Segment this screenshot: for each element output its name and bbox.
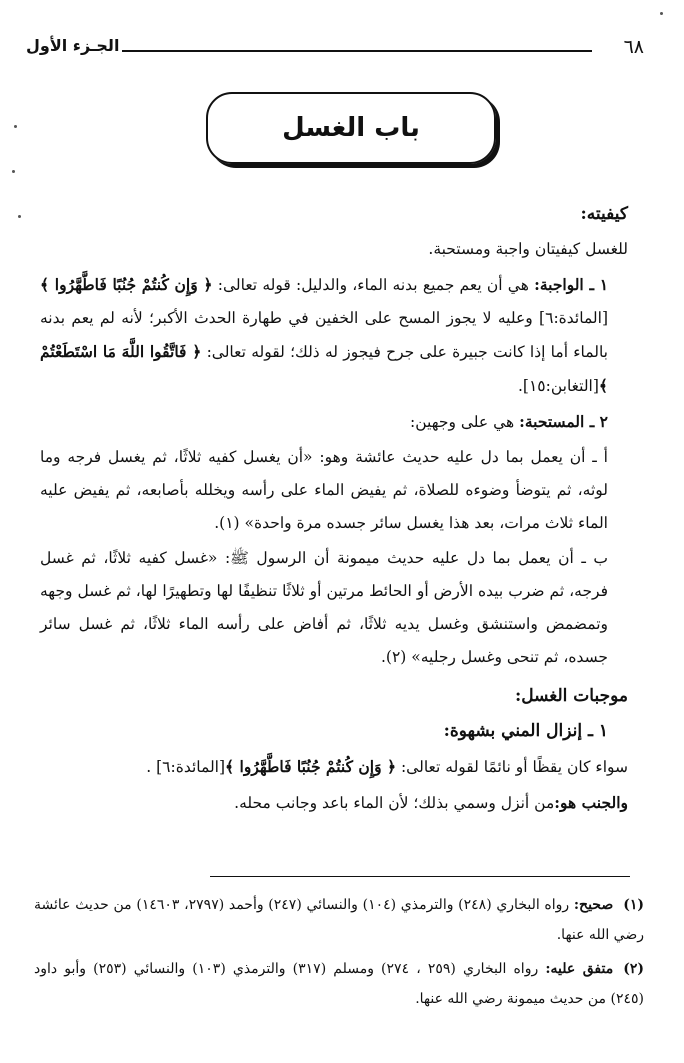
running-header xyxy=(26,36,644,62)
cause1-paragraph xyxy=(40,750,628,784)
footnote-1-label: صحيح: xyxy=(573,897,614,913)
footnote-rule xyxy=(210,876,630,877)
page-number: ٦٨ xyxy=(623,36,644,58)
chapter-title-box xyxy=(206,92,496,164)
mustahabba-text: هي على وجهين: xyxy=(410,413,520,431)
cause1-text-a: سواء كان يقظًا أو نائمًا لقوله تعالى: xyxy=(396,758,628,776)
footnote-2-label: متفق عليه: xyxy=(545,961,614,977)
footnotes xyxy=(34,890,644,1018)
scan-speck xyxy=(12,170,15,173)
footnote-1 xyxy=(34,890,644,950)
junub-paragraph xyxy=(40,786,628,820)
item-b-paragraph: ب ـ أن يعمل بما دل عليه حديث ميمونة أن الرسول ﷺ: «غسل كفيه ثلاثًا، ثم غسل فرجه، ثم ضرب بيده الأرض أو الحائط مرتين أو ثلاثًا تنظيفًا لها وتطهيرًا لها، ثم غسل وجهه وتمضمض واستنشق وغسل يديه ثلاثًا، ثم أفاض على رأسه الماء ثلاثًا، ثم غسل سائر جسده، ثم تنحى وغسل رجليه» (٢). xyxy=(40,549,608,666)
wajib-text-a: هي أن يعم جميع بدنه الماء، والدليل: قوله تعالى: xyxy=(212,276,535,294)
junub-label: والجنب هو: xyxy=(554,793,628,812)
part-name: الجـزء الأول xyxy=(26,36,120,55)
cause1-quote: ﴿ وَإِن كُنتُمْ جُنُبًا فَاطَّهَّرُوا ﴾ xyxy=(225,757,397,776)
how-text: للغسل كيفيتان واجبة ومستحبة. xyxy=(428,240,628,258)
wajib-quote-a: ﴿ وَإِن كُنتُمْ جُنُبًا فَاطَّهَّرُوا ﴾ xyxy=(40,275,213,294)
main-text xyxy=(40,198,628,822)
causes-heading: موجبات الغسل: xyxy=(514,686,628,706)
cause1-text-b: [المائدة:٦] . xyxy=(146,758,226,776)
scan-speck xyxy=(14,125,17,128)
mustahabba-label: ٢ ـ المستحبة: xyxy=(519,412,608,431)
header-rule xyxy=(122,50,592,52)
item-a-paragraph: أ ـ أن يعمل بما دل عليه حديث عائشة وهو: «أن يغسل كفيه ثلاثًا، ثم يغسل فرجه وما لوثه، ثم يتوضأ وضوءه للصلاة، ثم يفيض الماء على رأسه ويخلله بأصابعه، ثم يفيض عليه الماء ثلاث مرات، بعد هذا يغسل سائر جسده مرة واحدة» (١). xyxy=(40,448,608,532)
wajib-quote-b: ﴿ فَاتَّقُوا اللَّهَ مَا اسْتَطَعْتُمْ ﴾ xyxy=(40,342,608,395)
mustahabba-paragraph xyxy=(40,405,628,439)
scan-speck xyxy=(660,12,663,15)
wajib-label: ١ ـ الواجبة: xyxy=(534,275,609,294)
footnote-1-text: رواه البخاري (٢٤٨) والترمذي (١٠٤) والنسائي (٢٤٧) وأحمد (٢٧٩٧، ١٤٦٠٣) من حديث عائشة رضي الله عنها. xyxy=(34,897,644,943)
cause1-heading: ١ ـ إنزال المني بشهوة: xyxy=(443,721,608,741)
wajib-text-b: [المائدة:٦] وعليه لا يجوز المسح على الخفين في طهارة الحدث الأكبر؛ لأنه لم يعم بدنه بالماء أما إذا كانت جبيرة على جرح فيجوز له ذلك؛ لقوله تعالى: xyxy=(40,309,608,361)
chapter-title: باب الغسل xyxy=(282,113,420,143)
scan-speck xyxy=(18,215,21,218)
wajib-text-c: [التغابن:١٥]. xyxy=(517,377,599,395)
footnote-2 xyxy=(34,954,644,1014)
footnote-1-number: (١) xyxy=(623,897,644,913)
junub-text: من أنزل وسمي بذلك؛ لأن الماء باعد وجانب محله. xyxy=(234,794,555,812)
how-heading: كيفيته: xyxy=(580,204,628,224)
footnote-2-number: (٢) xyxy=(623,961,645,977)
footnote-2-text: رواه البخاري (٢٥٩ ، ٢٧٤) ومسلم (٣١٧) والترمذي (١٠٣) والنسائي (٢٥٣) وأبو داود (٢٤٥) من حديث ميمونة رضي الله عنها. xyxy=(34,961,644,1007)
wajib-paragraph xyxy=(40,268,628,403)
